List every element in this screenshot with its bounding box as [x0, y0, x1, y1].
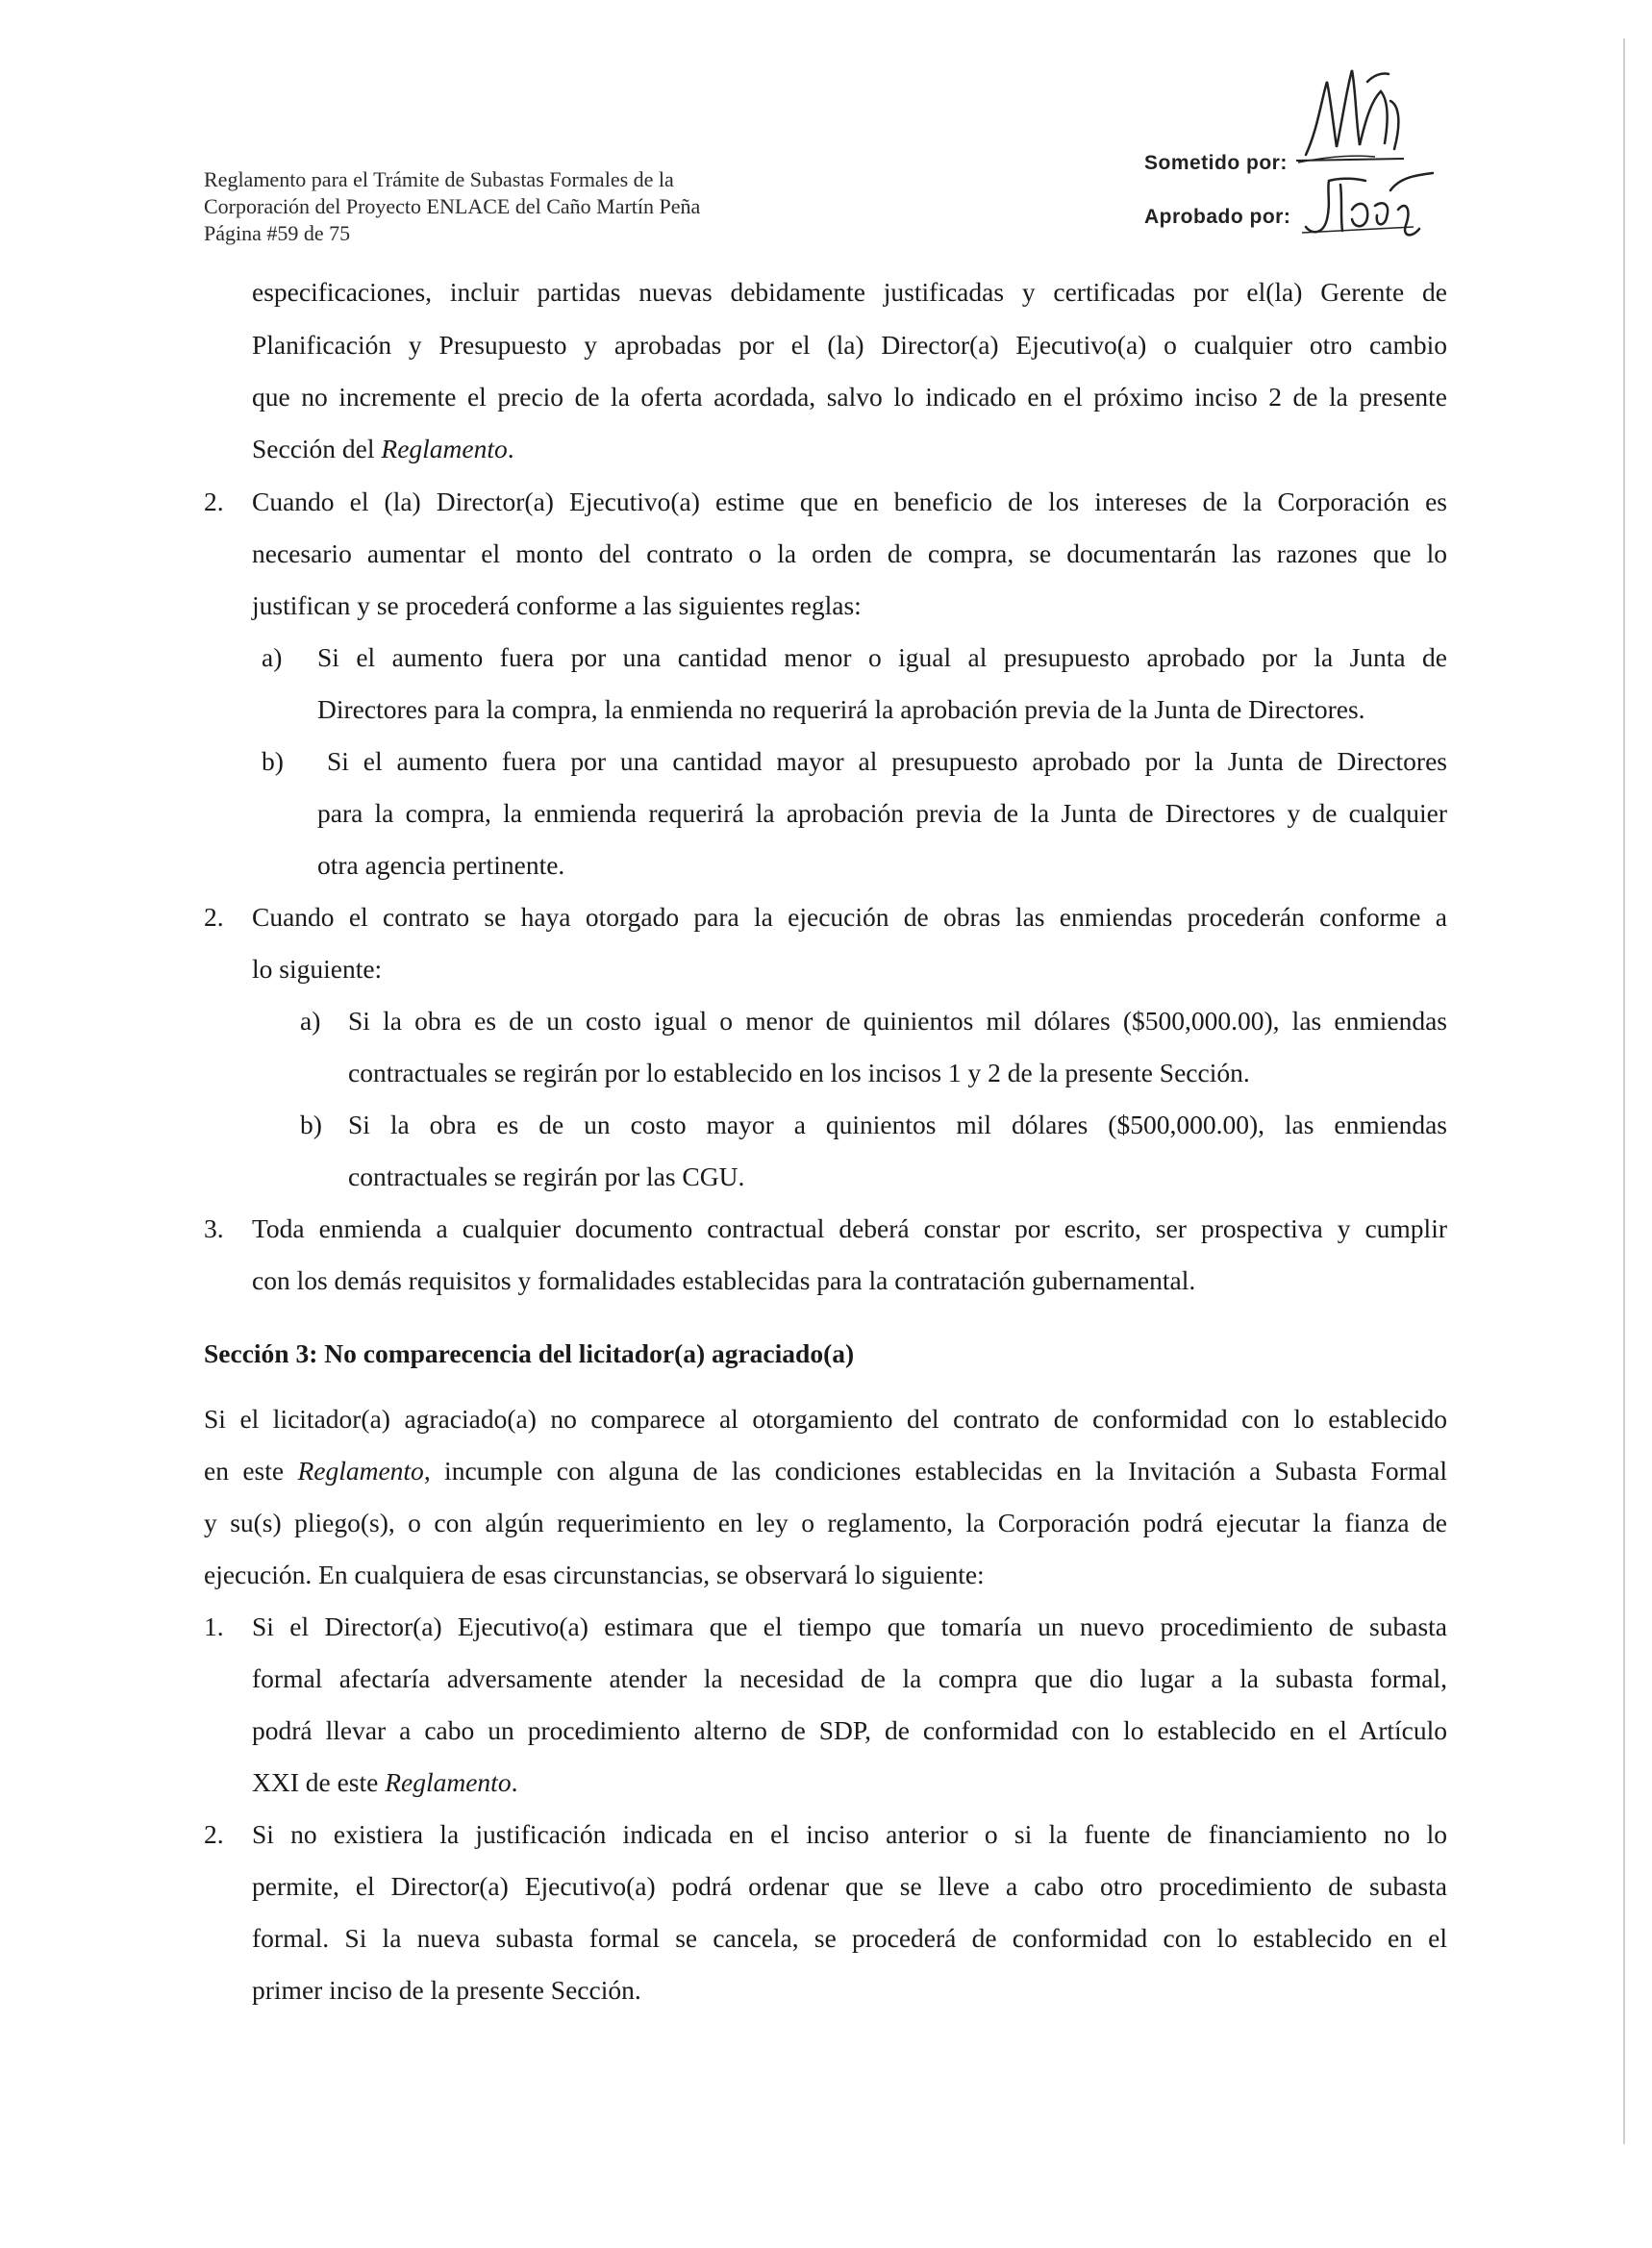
approved-signature-icon	[1298, 171, 1442, 243]
item-2a-a-line-2: Directores para la compra, la enmienda no requerirá la aprobación previa de la Junta de Directores.	[317, 694, 1365, 724]
intro-line-4-suffix: .	[507, 434, 514, 463]
document-header	[204, 166, 700, 247]
s3-item-1-line-4-prefix: XXI de este	[252, 1767, 386, 1797]
item-2a-b-line-3: otra agencia pertinente.	[317, 850, 565, 880]
s3-item-1-line-3: podrá llevar a cabo un procedimiento alterno de SDP, de conformidad con lo establecido en el Artículo	[252, 1715, 1447, 1745]
item-2b-a-label: a)	[300, 1006, 321, 1036]
section-3-p1-line-2-suffix: , incumple con alguna de las condiciones establecidas en la Invitación a Subasta Formal	[423, 1456, 1447, 1486]
section-3-p1-line-4: ejecución. En cualquiera de esas circunstancias, se observará lo siguiente:	[204, 1560, 985, 1589]
intro-line-4	[252, 434, 514, 464]
header-title-line1: Reglamento para el Trámite de Subastas Formales de la	[204, 167, 674, 191]
item-2b-a-line-1: Si la obra es de un costo igual o menor de quinientos mil dólares ($500,000.00), las enmiendas	[348, 1006, 1447, 1036]
submitted-signature-icon	[1289, 62, 1414, 168]
s3-item-1-line-4-suffix: .	[511, 1767, 518, 1797]
section-3-p1-line-2-prefix: en este	[204, 1456, 298, 1486]
reglamento-italic-3: Reglamento	[385, 1767, 512, 1797]
approved-by-label: Aprobado por:	[1144, 206, 1291, 228]
item-3-number: 3.	[204, 1213, 224, 1243]
item-2a-line-1: Cuando el (la) Director(a) Ejecutivo(a) estime que en beneficio de los intereses de la Corporación es	[252, 487, 1447, 516]
approval-block	[1144, 144, 1452, 250]
item-2b-b-label: b)	[300, 1110, 322, 1139]
reglamento-italic: Reglamento	[381, 434, 508, 463]
item-2b-line-2: lo siguiente:	[252, 954, 383, 984]
page-edge-rule	[1623, 38, 1625, 2144]
section-3-heading: Sección 3: No comparecencia del licitador(a) agraciado(a)	[204, 1338, 855, 1368]
item-2b-line-1: Cuando el contrato se haya otorgado para la ejecución de obras las enmiendas procederán conforme a	[252, 902, 1447, 932]
s3-item-2-line-4: primer inciso de la presente Sección.	[252, 1975, 641, 2005]
section-3-p1-line-2	[204, 1456, 1447, 1486]
item-2a-b-line-2: para la compra, la enmienda requerirá la aprobación previa de la Junta de Directores y de cualquier	[317, 798, 1447, 828]
reglamento-italic-2: Reglamento	[297, 1456, 424, 1486]
item-2b-b-line-1: Si la obra es de un costo mayor a quinientos mil dólares ($500,000.00), las enmiendas	[348, 1110, 1447, 1139]
s3-item-2-number: 2.	[204, 1819, 224, 1849]
s3-item-2-line-2: permite, el Director(a) Ejecutivo(a) podrá ordenar que se lleve a cabo otro procedimiento de subasta	[252, 1871, 1447, 1901]
s3-item-1-line-4	[252, 1767, 517, 1798]
item-2a-b-label: b)	[262, 746, 284, 776]
s3-item-1-number: 1.	[204, 1611, 224, 1641]
s3-item-1-line-2: formal afectaría adversamente atender la necesidad de la compra que dio lugar a la subasta formal,	[252, 1663, 1447, 1693]
item-2a-a-label: a)	[262, 642, 283, 672]
item-2b-b-line-2: contractuales se regirán por las CGU.	[348, 1161, 745, 1191]
item-2a-b-line-1: Si el aumento fuera por una cantidad mayor al presupuesto aprobado por la Junta de Directores	[327, 746, 1447, 776]
submitted-by-label: Sometido por:	[1144, 152, 1288, 174]
item-3-line-1: Toda enmienda a cualquier documento contractual deberá constar por escrito, ser prospectiva y cumplir	[252, 1213, 1447, 1243]
item-2b-a-line-2: contractuales se regirán por lo establecido en los incisos 1 y 2 de la presente Sección.	[348, 1058, 1250, 1087]
header-page-label: Página #59 de 75	[204, 221, 351, 245]
s3-item-1-line-1: Si el Director(a) Ejecutivo(a) estimara que el tiempo que tomaría un nuevo procedimiento de subasta	[252, 1611, 1447, 1641]
intro-line-2: Planificación y Presupuesto y aprobadas por el (la) Director(a) Ejecutivo(a) o cualquier otro cambio	[252, 330, 1447, 360]
intro-line-1: especificaciones, incluir partidas nuevas debidamente justificadas y certificadas por el(la) Gerente de	[252, 277, 1447, 307]
intro-line-3: que no incremente el precio de la oferta acordada, salvo lo indicado en el próximo inciso 2 de la presente	[252, 382, 1447, 412]
item-3-line-2: con los demás requisitos y formalidades establecidas para la contratación gubernamental.	[252, 1265, 1196, 1295]
s3-item-2-line-3: formal. Si la nueva subasta formal se cancela, se procederá de conformidad con lo establecido en el	[252, 1923, 1447, 1953]
header-title-line2: Corporación del Proyecto ENLACE del Caño Martín Peña	[204, 194, 701, 218]
item-2a-number: 2.	[204, 487, 224, 516]
item-2b-number: 2.	[204, 902, 224, 932]
item-2a-line-3: justifican y se procederá conforme a las siguientes reglas:	[252, 590, 862, 620]
s3-item-2-line-1: Si no existiera la justificación indicada en el inciso anterior o si la fuente de financiamiento no lo	[252, 1819, 1447, 1849]
section-3-p1-line-1: Si el licitador(a) agraciado(a) no comparece al otorgamiento del contrato de conformidad con lo establecido	[204, 1404, 1447, 1434]
item-2a-line-2: necesario aumentar el monto del contrato o la orden de compra, se documentarán las razones que lo	[252, 538, 1447, 568]
intro-line-4-text: Sección del	[252, 434, 382, 463]
section-3-p1-line-3: y su(s) pliego(s), o con algún requerimiento en ley o reglamento, la Corporación podrá ejecutar la fianza de	[204, 1508, 1447, 1537]
item-2a-a-line-1: Si el aumento fuera por una cantidad menor o igual al presupuesto aprobado por la Junta de	[317, 642, 1447, 672]
